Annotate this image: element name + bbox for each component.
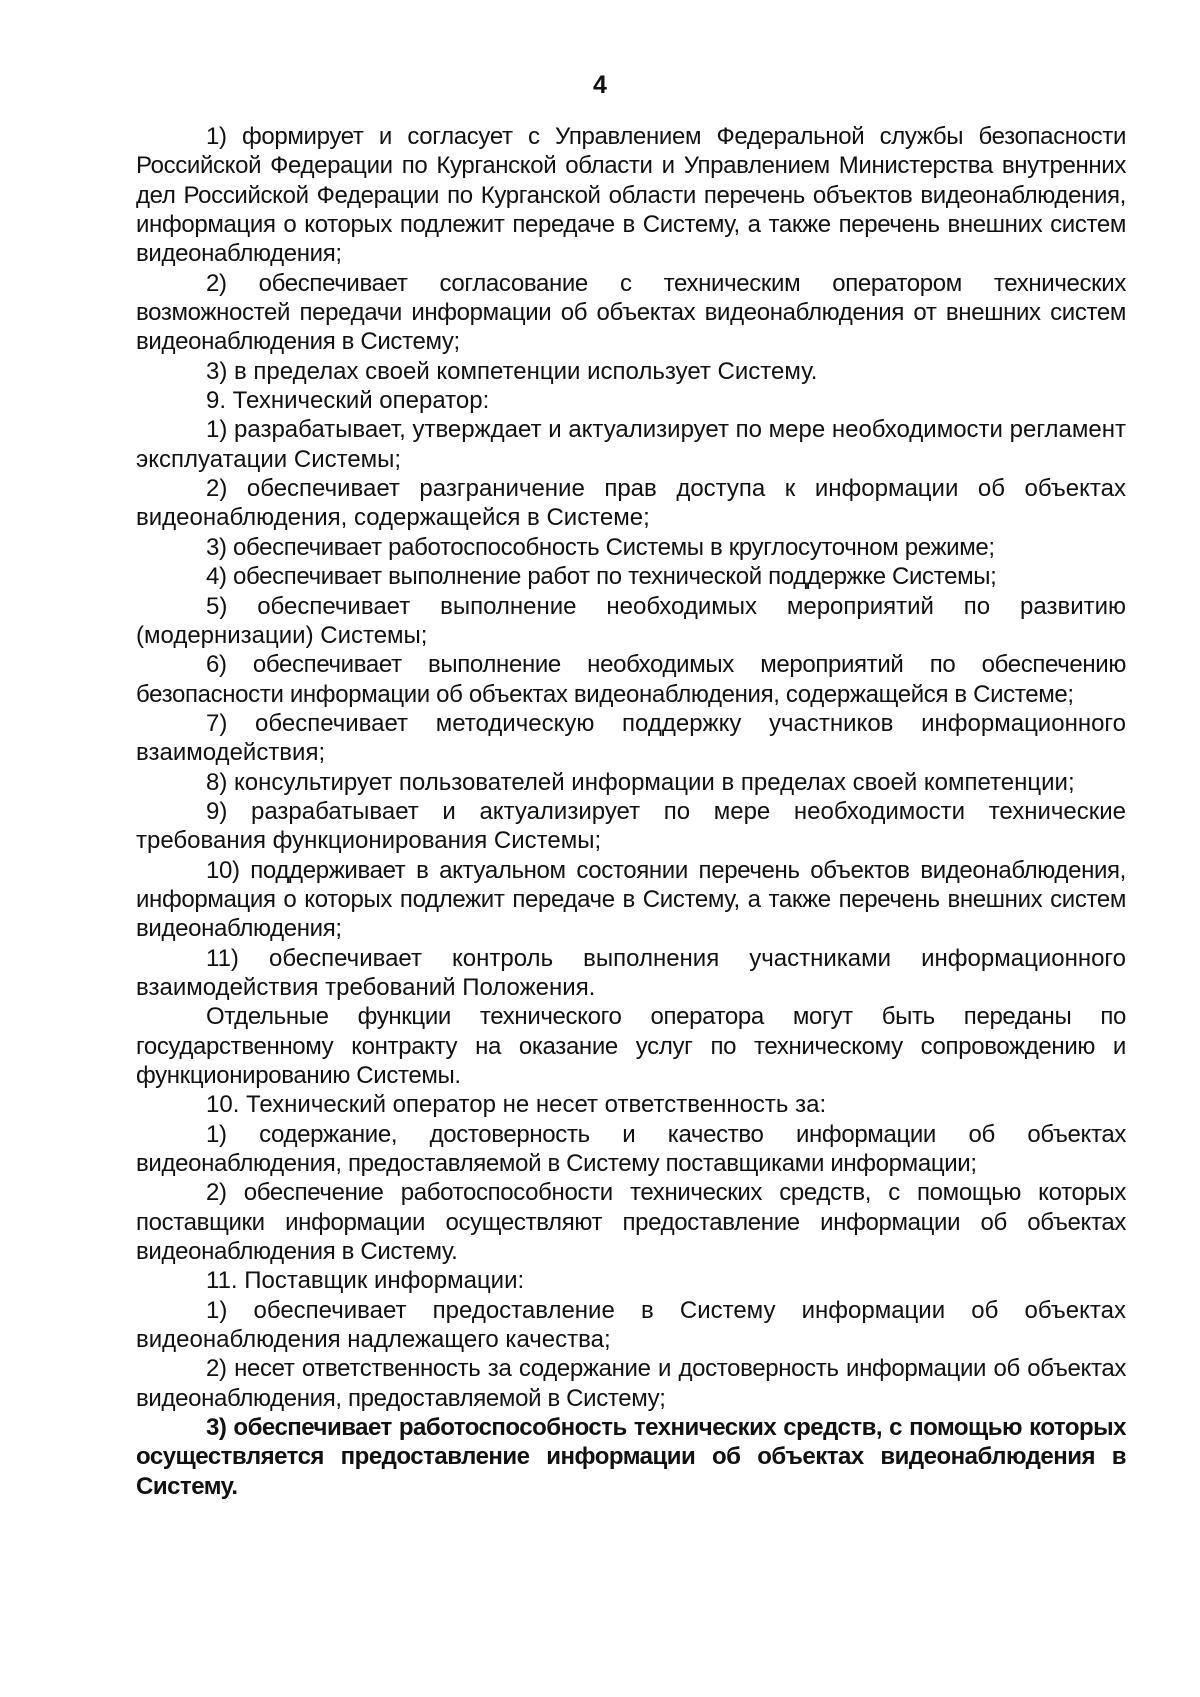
paragraph-10-2: 2) обеспечение работоспособности технических средств, с помощью которых поставщики информации осуществляют предоставление информации об объектах видеонаблюдения в Систему.: [136, 1179, 1126, 1266]
paragraph-9-7: 7) обеспечивает методическую поддержку участников информационного взаимодействия;: [136, 709, 1126, 767]
paragraph-9-3: 3) обеспечивает работоспособность Системы в круглосуточном режиме;: [206, 533, 995, 561]
paragraph-9-11: 11) обеспечивает контроль выполнения участниками информационного взаимодействия требований Положения.: [136, 944, 1126, 1001]
paragraph-9-5: 5) обеспечивает выполнение необходимых мероприятий по развитию (модернизации) Системы;: [136, 592, 1126, 649]
paragraph-9-10: 10) поддерживает в актуальном состоянии перечень объектов видеонаблюдения, информация о которых подлежит передаче в Систему, а также перечень внешних систем видеонаблюдения;: [136, 856, 1126, 943]
paragraph-10-1: 1) содержание, достоверность и качество информации об объектах видеонаблюдения, предоставляемой в Систему поставщиками информации;: [136, 1120, 1126, 1178]
document-body: [136, 122, 1126, 1501]
paragraph-9-6: 6) обеспечивает выполнение необходимых мероприятий по обеспечению безопасности информации об объектах видеонаблюдения, содержащейся в Системе;: [136, 651, 1126, 708]
page-number: 4: [593, 71, 607, 99]
section-heading-10: 10. Технический оператор не несет ответственность за:: [206, 1091, 827, 1119]
paragraph-9-8: 8) консультирует пользователей информации в пределах своей компетенции;: [206, 768, 1075, 796]
paragraph-9-2: 2) обеспечивает разграничение прав доступа к информации об объектах видеонаблюдения, содержащейся в Системе;: [136, 475, 1126, 532]
paragraph-11-1: 1) обеспечивает предоставление в Систему информации об объектах видеонаблюдения надлежащего качества;: [136, 1296, 1126, 1354]
paragraph-9-1: 1) разрабатывает, утверждает и актуализирует по мере необходимости регламент эксплуатации Системы;: [136, 416, 1126, 473]
paragraph-9-9: 9) разрабатывает и актуализирует по мере необходимости технические требования функционирования Системы;: [136, 797, 1126, 855]
paragraph-8-1: 1) формирует и согласует с Управлением Федеральной службы безопасности Российской Федерации по Курганской области и Управлением Министерства внутренних дел Российской Федерации по Курганской области перечень объектов видеонаблюдения, информация о которых подлежит передаче в Систему, а также перечень внешних систем видеонаблюдения;: [136, 123, 1126, 268]
paragraph-11-2: 2) несет ответственность за содержание и достоверность информации об объектах видеонаблюдения, предоставляемой в Систему;: [136, 1355, 1126, 1412]
section-heading-9: 9. Технический оператор:: [206, 387, 490, 415]
paragraph-9-4: 4) обеспечивает выполнение работ по технической поддержке Системы;: [206, 563, 997, 591]
paragraph-8-2: 2) обеспечивает согласование с техническим оператором технических возможностей передачи информации об объектах видеонаблюдения от внешних систем видеонаблюдения в Систему;: [136, 269, 1126, 356]
section-heading-11: 11. Поставщик информации:: [206, 1267, 525, 1295]
paragraph-11-3: 3) обеспечивает работоспособность технических средств, с помощью которых осуществляется предоставление информации об объектах видеонаблюдения в Систему.: [136, 1414, 1126, 1500]
paragraph-8-3: 3) в пределах своей компетенции использует Систему.: [206, 357, 818, 385]
paragraph-9-note: Отдельные функции технического оператора могут быть переданы по государственному контракту на оказание услуг по техническому сопровождению и функционированию Системы.: [136, 1003, 1126, 1089]
